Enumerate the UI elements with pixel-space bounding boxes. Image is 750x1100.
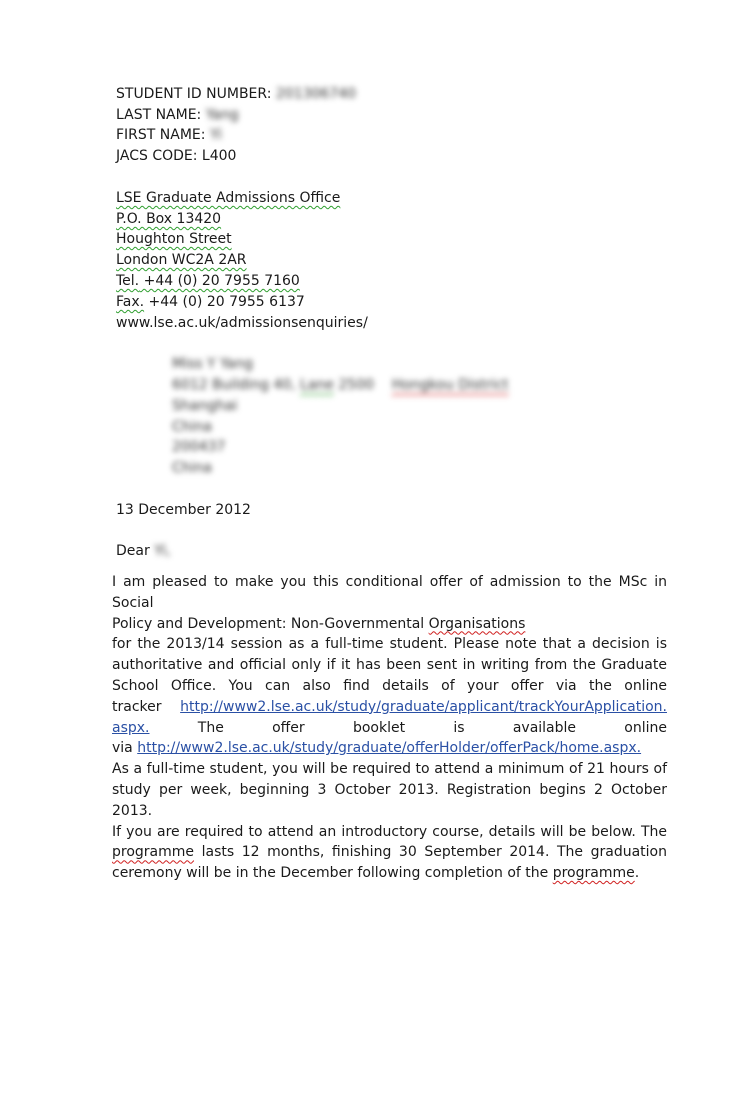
body-line-7 — [112, 718, 667, 739]
organisations-word: Organisations — [428, 615, 526, 632]
student-id-line — [116, 84, 356, 104]
letter-body — [112, 572, 667, 884]
office-po-box — [116, 209, 221, 229]
tracker-link[interactable]: http://www2.lse.ac.uk/study/graduate/applicant/trackYourApplication. — [180, 698, 667, 715]
office-po-box-text: P.O. Box 13420 — [116, 211, 222, 227]
student-id-value: 201306740 — [275, 86, 357, 102]
last-name-label: LAST NAME: — [116, 107, 202, 123]
salutation-name: Yi, — [154, 543, 171, 559]
body-line-12-text: lasts 12 months, finishing 30 September 2014. The graduation — [194, 844, 667, 861]
office-fax — [116, 292, 305, 312]
office-street — [116, 229, 232, 249]
office-city-text: London WC2A 2AR — [116, 252, 247, 268]
recipient-country-2: China — [172, 460, 212, 476]
booklet-prefix: via — [112, 740, 138, 757]
body-line-10: study per week, beginning 3 October 2013. Registration begins 2 October 2013. — [112, 781, 667, 819]
body-line-13-end: . — [634, 865, 640, 882]
body-line-12 — [112, 842, 667, 863]
body-line-11: If you are required to attend an introductory course, details will be below. The — [112, 823, 667, 840]
recipient-postcode: 200437 — [172, 439, 226, 455]
body-line-8 — [112, 738, 667, 759]
recipient-city: Shanghai — [172, 398, 238, 414]
office-city — [116, 250, 247, 270]
body-line-4: authoritative and official only if it has been sent in writing from the Graduate — [112, 657, 667, 674]
salutation — [116, 541, 171, 561]
body-line-13 — [112, 863, 667, 884]
offer-booklet-link[interactable]: http://www2.lse.ac.uk/study/graduate/offerHolder/offerPack/home.aspx. — [137, 740, 642, 757]
booklet-text: The offer booklet is available online — [149, 719, 667, 736]
recipient-lane-number: 2500 — [338, 377, 375, 393]
letter-date: 13 December 2012 — [116, 502, 251, 518]
salutation-dear: Dear — [116, 543, 150, 559]
office-name-text: LSE Graduate Admissions Office — [116, 190, 341, 206]
recipient-country: China — [172, 419, 212, 435]
body-line-2 — [112, 614, 667, 635]
body-line-6 — [112, 697, 667, 718]
body-line-9: As a full-time student, you will be required to attend a minimum of 21 hours of — [112, 761, 667, 778]
programme-word-2: programme — [552, 865, 635, 882]
jacs-code-line: JACS CODE: L400 — [116, 148, 237, 164]
body-line-13-text: ceremony will be in the December following completion of the — [112, 865, 553, 882]
tracker-link-end[interactable]: aspx. — [112, 719, 150, 736]
recipient-building: 6012 Building 40, — [172, 377, 296, 393]
last-name-value: Yang — [205, 107, 239, 123]
tel-label: Tel. — [116, 273, 140, 289]
student-id-label: STUDENT ID NUMBER: — [116, 86, 272, 102]
recipient-district: Hongkou District — [391, 377, 509, 393]
first-name-line — [116, 125, 222, 145]
fax-label: Fax. — [116, 294, 145, 310]
recipient-name: Miss Y Yang — [172, 356, 253, 372]
body-line-1: I am pleased to make you this conditional offer of admission to the MSc in Social — [112, 574, 667, 611]
office-tel — [116, 271, 300, 291]
recipient-lane: Lane — [300, 377, 334, 393]
last-name-line — [116, 105, 239, 125]
office-website: www.lse.ac.uk/admissionsenquiries/ — [116, 315, 368, 331]
tracker-prefix: tracker — [112, 698, 181, 715]
recipient-address-line1 — [172, 375, 508, 395]
first-name-label: FIRST NAME: — [116, 127, 206, 143]
body-line-2-text: Policy and Development: Non-Governmental — [112, 615, 429, 632]
office-name — [116, 188, 340, 208]
fax-value: +44 (0) 20 7955 6137 — [144, 294, 305, 310]
office-street-text: Houghton Street — [116, 231, 232, 247]
body-line-3: for the 2013/14 session as a full-time student. Please note that a decision is — [112, 636, 667, 653]
body-line-5: School Office. You can also find details of your offer via the online — [112, 677, 667, 694]
programme-word: programme — [112, 844, 195, 861]
office-tel-label — [116, 273, 300, 289]
first-name-value: Yi — [209, 127, 222, 143]
tel-value: +44 (0) 20 7955 7160 — [139, 273, 300, 289]
